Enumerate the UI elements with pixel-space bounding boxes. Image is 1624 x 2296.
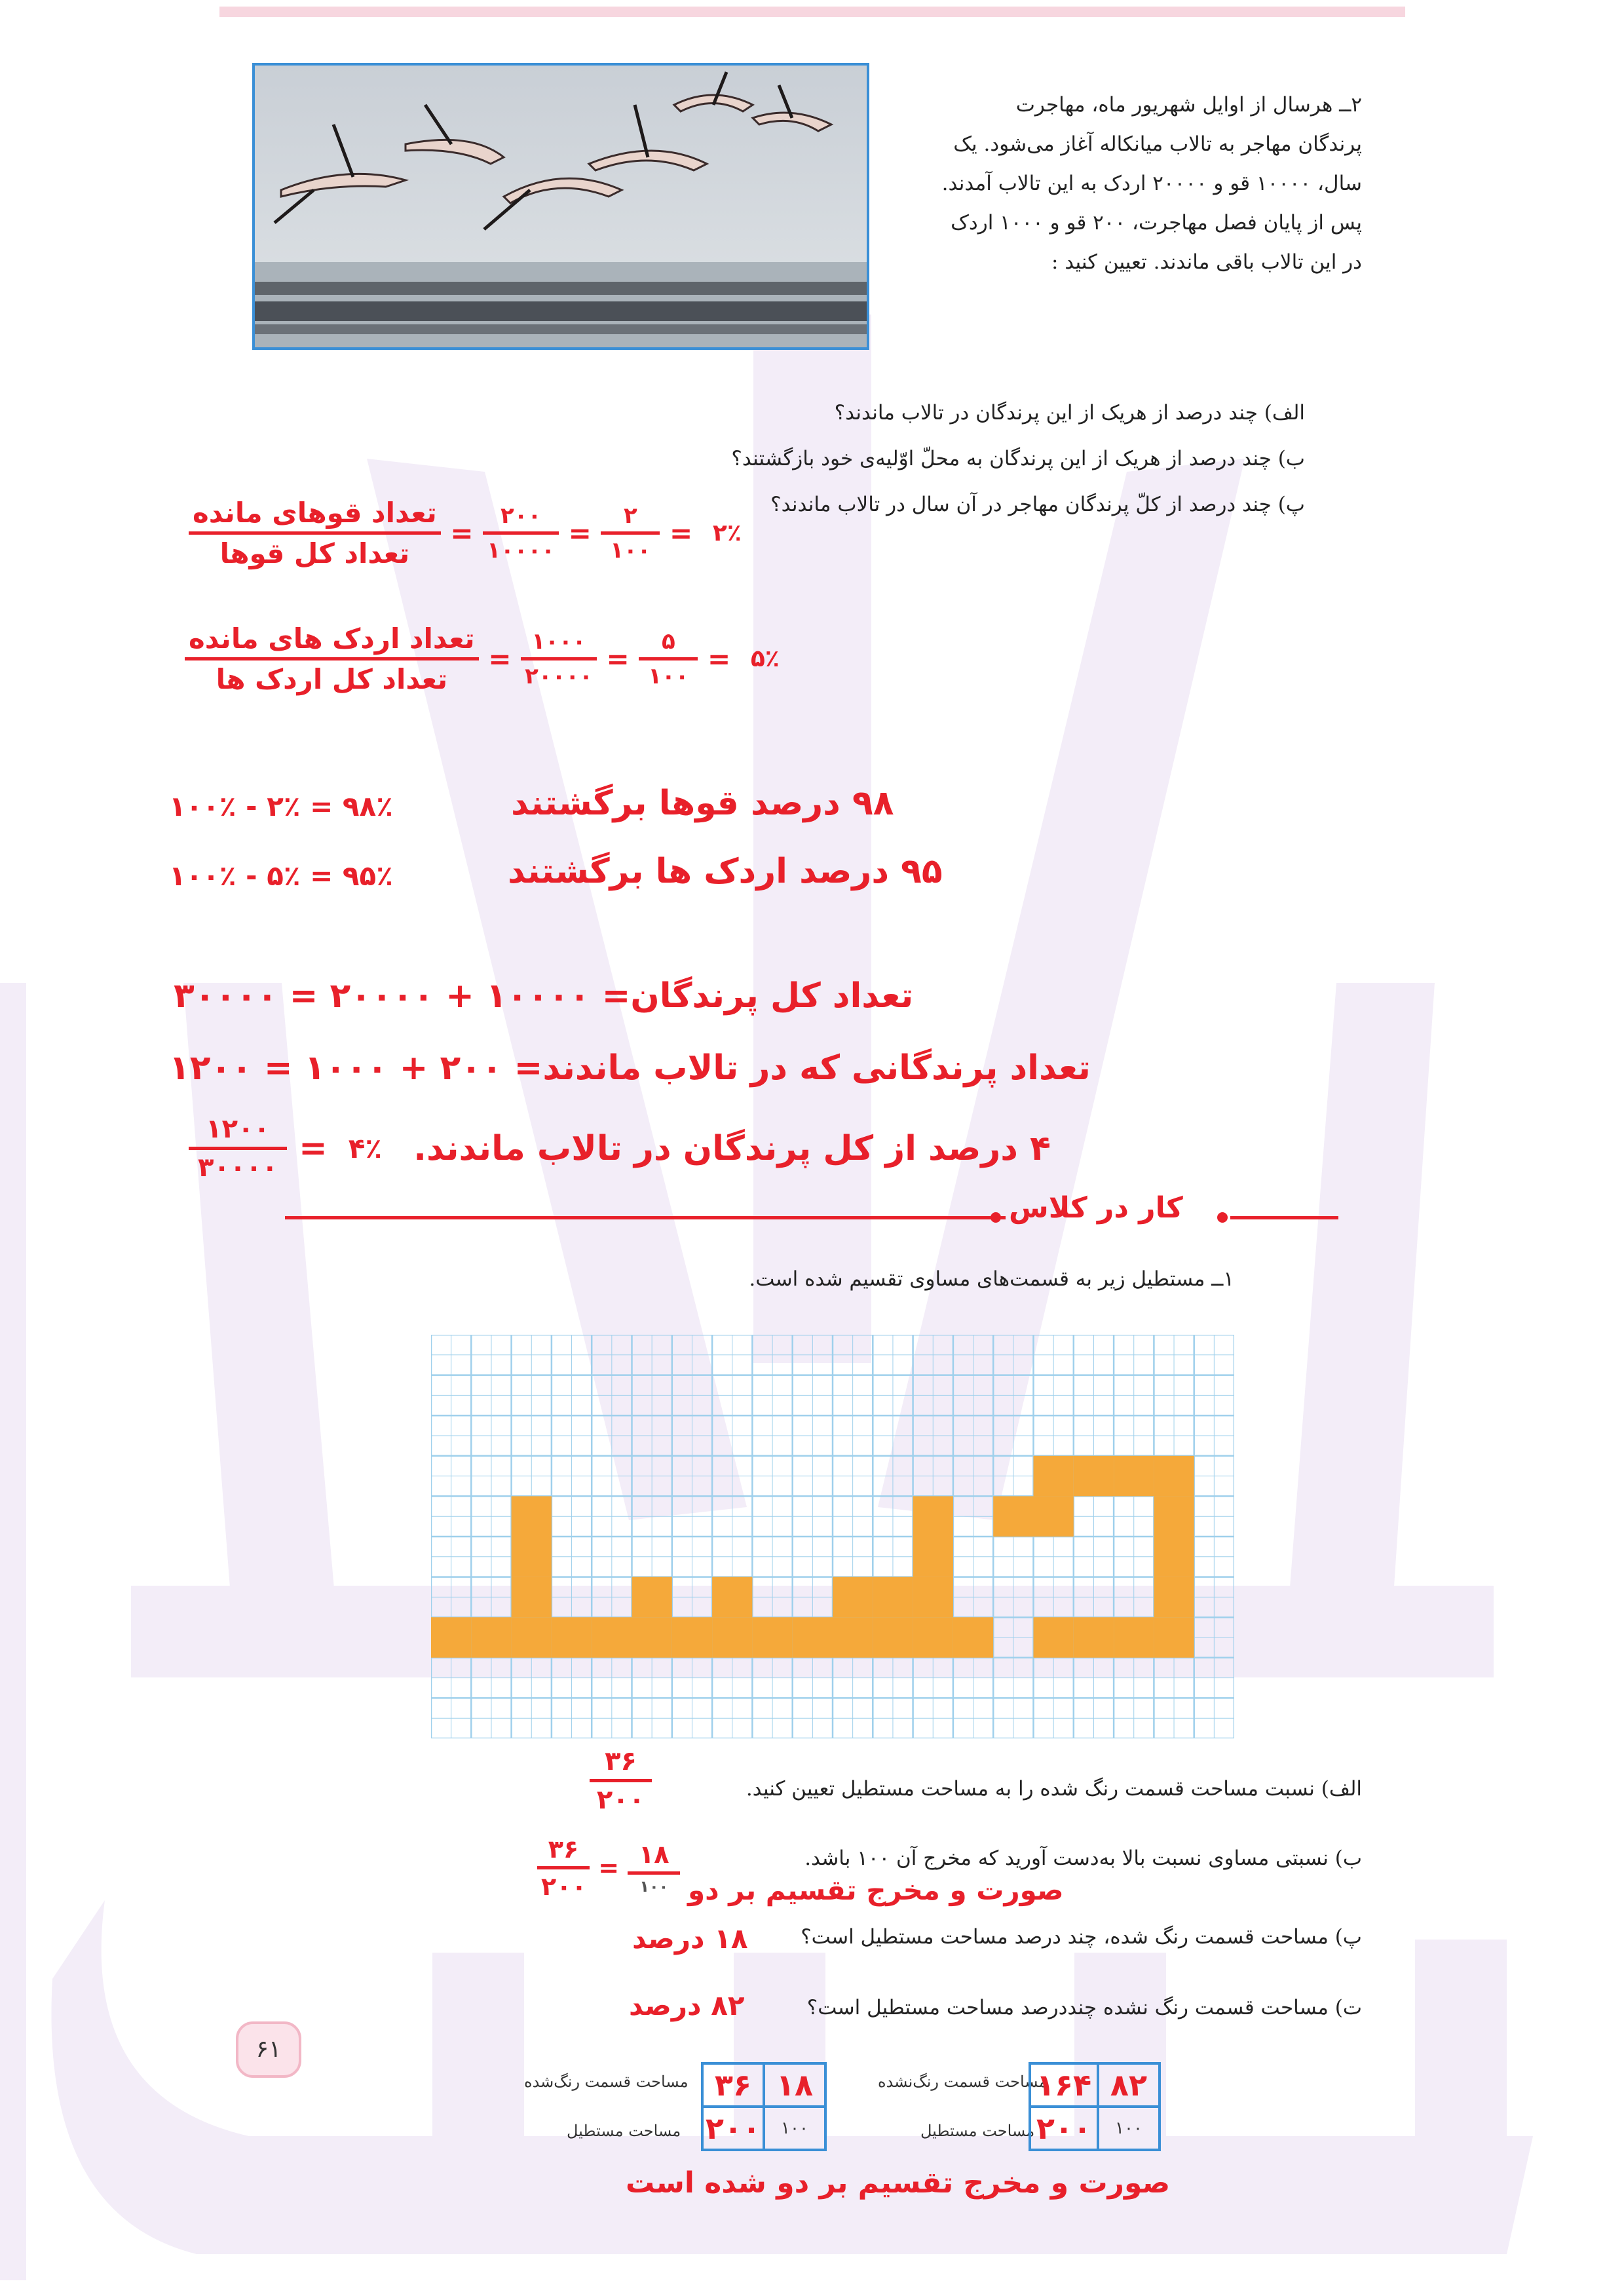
shaded-cell: [512, 1496, 552, 1537]
part-b-note: صورت و مخرج تقسیم بر دو: [688, 1874, 1064, 1906]
duck-eq-3: =: [707, 643, 731, 675]
left-table-r2c2: ۱۰۰: [764, 2107, 825, 2150]
shaded-cell: [1034, 1617, 1074, 1658]
right-table: [1029, 2062, 1161, 2151]
shaded-cell: [1034, 1456, 1074, 1497]
duck-eq-2: =: [606, 643, 630, 675]
part-b-f1-num: ۳۶: [548, 1835, 579, 1864]
swan-eq-2: =: [568, 517, 592, 549]
part-b-f2-num: ۱۸: [639, 1840, 670, 1869]
right-table-label-2: مساحت مستطیل: [920, 2122, 1035, 2140]
ducks-returned-text: ۹۵ درصد اردک ها برگشتند: [508, 852, 943, 891]
shaded-cell: [1074, 1456, 1114, 1497]
shaded-cell: [1114, 1456, 1154, 1497]
swan-den: تعداد کل قوها: [189, 531, 441, 569]
part-b-text: ب) نسبتی مساوی نسبت بالا به‌دست آورید که مخرج آن ۱۰۰ باشد.: [804, 1846, 1362, 1870]
classwork-dot-right: [1217, 1212, 1228, 1223]
swan-num: تعداد قوهای مانده: [193, 497, 437, 529]
shaded-cell: [431, 1617, 471, 1658]
remaining-birds-line: تعداد پرندگانی که در تالاب ماندند= ۲۰۰ + ۱۰۰۰ = ۱۲۰۰: [169, 1048, 1091, 1088]
swan-fraction-1: [483, 503, 559, 564]
duck-fraction-words: [185, 622, 479, 695]
duck-fraction-1: [521, 628, 597, 689]
swan-eq-3: =: [670, 517, 693, 549]
overall-eq: =: [299, 1128, 328, 1168]
shaded-cell: [1034, 1496, 1074, 1537]
shaded-cell: [512, 1537, 552, 1577]
shaded-cell: [1154, 1537, 1194, 1577]
right-table-r2c1: ۲۰۰: [1030, 2107, 1098, 2150]
left-table-r1c1: ۳۶: [702, 2063, 764, 2107]
problem-line-3: سال، ۱۰۰۰۰ قو و ۲۰۰۰۰ اردک به این تالاب آمدند.: [941, 172, 1362, 195]
swan-eq-1: =: [450, 517, 474, 549]
swan-calculation: [189, 497, 742, 569]
shaded-cell: [913, 1577, 953, 1618]
part-b-eq: =: [598, 1853, 620, 1883]
shaded-cell: [512, 1617, 552, 1658]
shaded-cell: [913, 1537, 953, 1577]
shaded-cell: [793, 1617, 833, 1658]
duck-eq-1: =: [488, 643, 512, 675]
swans-returned-eq: ۱۰۰٪ - ۲٪ = ۹۸٪: [169, 790, 393, 822]
part-a-text: الف) نسبت مساحت قسمت رنگ شده را به مساحت مستطیل تعیین کنید.: [746, 1777, 1362, 1801]
overall-text: ۴ درصد از کل پرندگان در تالاب ماندند.: [413, 1128, 1051, 1168]
classwork-line-right: [1230, 1216, 1338, 1219]
problem-text: [916, 85, 1362, 282]
swan-f2-den: ۱۰۰: [601, 531, 660, 564]
grid-svg: [431, 1335, 1234, 1738]
part-b-f2: [628, 1840, 680, 1896]
part-a-fraction: [590, 1746, 652, 1815]
shaded-cell: [471, 1617, 511, 1658]
classwork-dot-left: [991, 1212, 1001, 1223]
shaded-cell: [592, 1617, 632, 1658]
ducks-returned-eq: ۱۰۰٪ - ۵٪ = ۹۵٪: [169, 860, 393, 892]
classwork-line-left: [285, 1216, 1006, 1219]
total-birds-line: تعداد کل پرندگان= ۱۰۰۰۰ + ۲۰۰۰۰ = ۳۰۰۰۰: [174, 976, 914, 1016]
flamingo-photo: [252, 63, 869, 350]
problem-line-4: پس از پایان فصل مهاجرت، ۲۰۰ قو و ۱۰۰۰ اردک: [951, 211, 1362, 235]
shaded-cell: [953, 1617, 993, 1658]
shaded-cell: [632, 1577, 672, 1618]
swan-f2-num: ۲: [624, 503, 637, 529]
shaded-cell: [873, 1617, 913, 1658]
duck-f2-den: ۱۰۰: [639, 657, 698, 689]
overall-percent-line: [189, 1114, 1051, 1183]
shaded-cell: [873, 1577, 913, 1618]
right-table-r1c2: ۸۲: [1098, 2063, 1160, 2107]
part-a-den: ۲۰۰: [590, 1779, 652, 1815]
shaded-cell: [1114, 1617, 1154, 1658]
question-b: ب) چند درصد از هریک از این پرندگان به محلّ اوّلیه‌ی خود بازگشتند؟: [731, 447, 1305, 470]
left-table: [701, 2062, 827, 2151]
tables-note: صورت و مخرج تقسیم بر دو شده است: [626, 2166, 1171, 2200]
classwork-title: کار در کلاس: [1009, 1191, 1183, 1225]
duck-num: تعداد اردک های مانده: [189, 622, 475, 655]
shaded-cell: [752, 1617, 792, 1658]
shaded-cell: [632, 1617, 672, 1658]
part-b-f1: [537, 1835, 590, 1901]
duck-f2-num: ۵: [661, 628, 675, 655]
shaded-cell: [1074, 1617, 1114, 1658]
shaded-cell: [712, 1577, 752, 1618]
shaded-cell: [512, 1577, 552, 1618]
part-b-f2-den: ۱۰۰: [628, 1871, 680, 1896]
shaded-cell: [1154, 1577, 1194, 1618]
question-a: الف) چند درصد از هریک از این پرندگان در تالاب ماندند؟: [834, 401, 1305, 425]
duck-f1-num: ۱۰۰۰: [531, 628, 586, 655]
duck-f1-den: ۲۰۰۰۰: [521, 657, 597, 689]
page-number: ۶۱: [236, 2021, 301, 2078]
overall-num: ۱۲۰۰: [206, 1114, 270, 1144]
shaded-cell: [1154, 1617, 1194, 1658]
left-table-r1c2: ۱۸: [764, 2063, 825, 2107]
right-table-r2c2: ۱۰۰: [1098, 2107, 1160, 2150]
left-table-label-1: مساحت قسمت رنگ‌شده: [524, 2073, 689, 2091]
shaded-cell: [833, 1577, 873, 1618]
duck-den: تعداد کل اردک ها: [185, 657, 479, 695]
swan-fraction-2: [601, 503, 660, 564]
swan-fraction-words: [189, 497, 441, 569]
shaded-cell: [712, 1617, 752, 1658]
swan-result: ۲٪: [712, 520, 742, 546]
overall-pct: ۴٪: [348, 1132, 383, 1164]
duck-fraction-2: [639, 628, 698, 689]
left-table-r2c1: ۲۰۰: [702, 2107, 764, 2150]
problem-line-2: پرندگان مهاجر به تالاب میانکاله آغاز می‌شود. یک: [953, 132, 1362, 156]
part-c-text: پ) مساحت قسمت رنگ شده، چند درصد مساحت مستطیل است؟: [801, 1925, 1362, 1949]
swan-f1-num: ۲۰۰: [500, 503, 542, 529]
duck-calculation: [185, 622, 780, 695]
shaded-grid: [431, 1335, 1234, 1738]
part-a-num: ۳۶: [605, 1746, 637, 1776]
flamingo-photo-drawing: [255, 66, 867, 347]
left-table-label-2: مساحت مستطیل: [567, 2122, 681, 2140]
shaded-cell: [913, 1617, 953, 1658]
overall-fraction: [189, 1114, 287, 1183]
part-b-fractions: [537, 1835, 680, 1901]
problem-line-5: در این تالاب باقی ماندند. تعیین کنید :: [1051, 250, 1362, 274]
shaded-cell: [993, 1496, 1033, 1537]
shaded-cell: [552, 1617, 592, 1658]
shaded-cell: [672, 1617, 712, 1658]
question-c: پ) چند درصد از کلّ پرندگان مهاجر در آن سال در تالاب ماندند؟: [770, 493, 1305, 516]
overall-den: ۳۰۰۰۰: [189, 1147, 287, 1183]
part-d-answer: ۸۲ درصد: [629, 1989, 745, 2021]
problem-line-1: ۲ــ هرسال از اوایل شهریور ماه، مهاجرت: [1015, 93, 1362, 117]
shaded-cell: [1154, 1496, 1194, 1537]
part-c-answer: ۱۸ درصد: [632, 1923, 748, 1955]
shaded-cell: [913, 1496, 953, 1537]
swans-returned-text: ۹۸ درصد قوها برگشتند: [511, 784, 894, 823]
shaded-cell: [833, 1617, 873, 1658]
right-table-label-1: مساحت قسمت رنگ‌نشده: [878, 2073, 1048, 2091]
shaded-cell: [1154, 1456, 1194, 1497]
swan-f1-den: ۱۰۰۰۰: [483, 531, 559, 564]
part-b-f1-den: ۲۰۰: [537, 1866, 590, 1901]
duck-result: ۵٪: [750, 645, 780, 672]
part-d-text: ت) مساحت قسمت رنگ نشده چنددرصد مساحت مستطیل است؟: [806, 1996, 1362, 2019]
right-table-r1c1: ۱۶۴: [1030, 2063, 1098, 2107]
classwork-intro: ۱ــ مستطیل زیر به قسمت‌های مساوی تقسیم شده است.: [749, 1267, 1234, 1291]
